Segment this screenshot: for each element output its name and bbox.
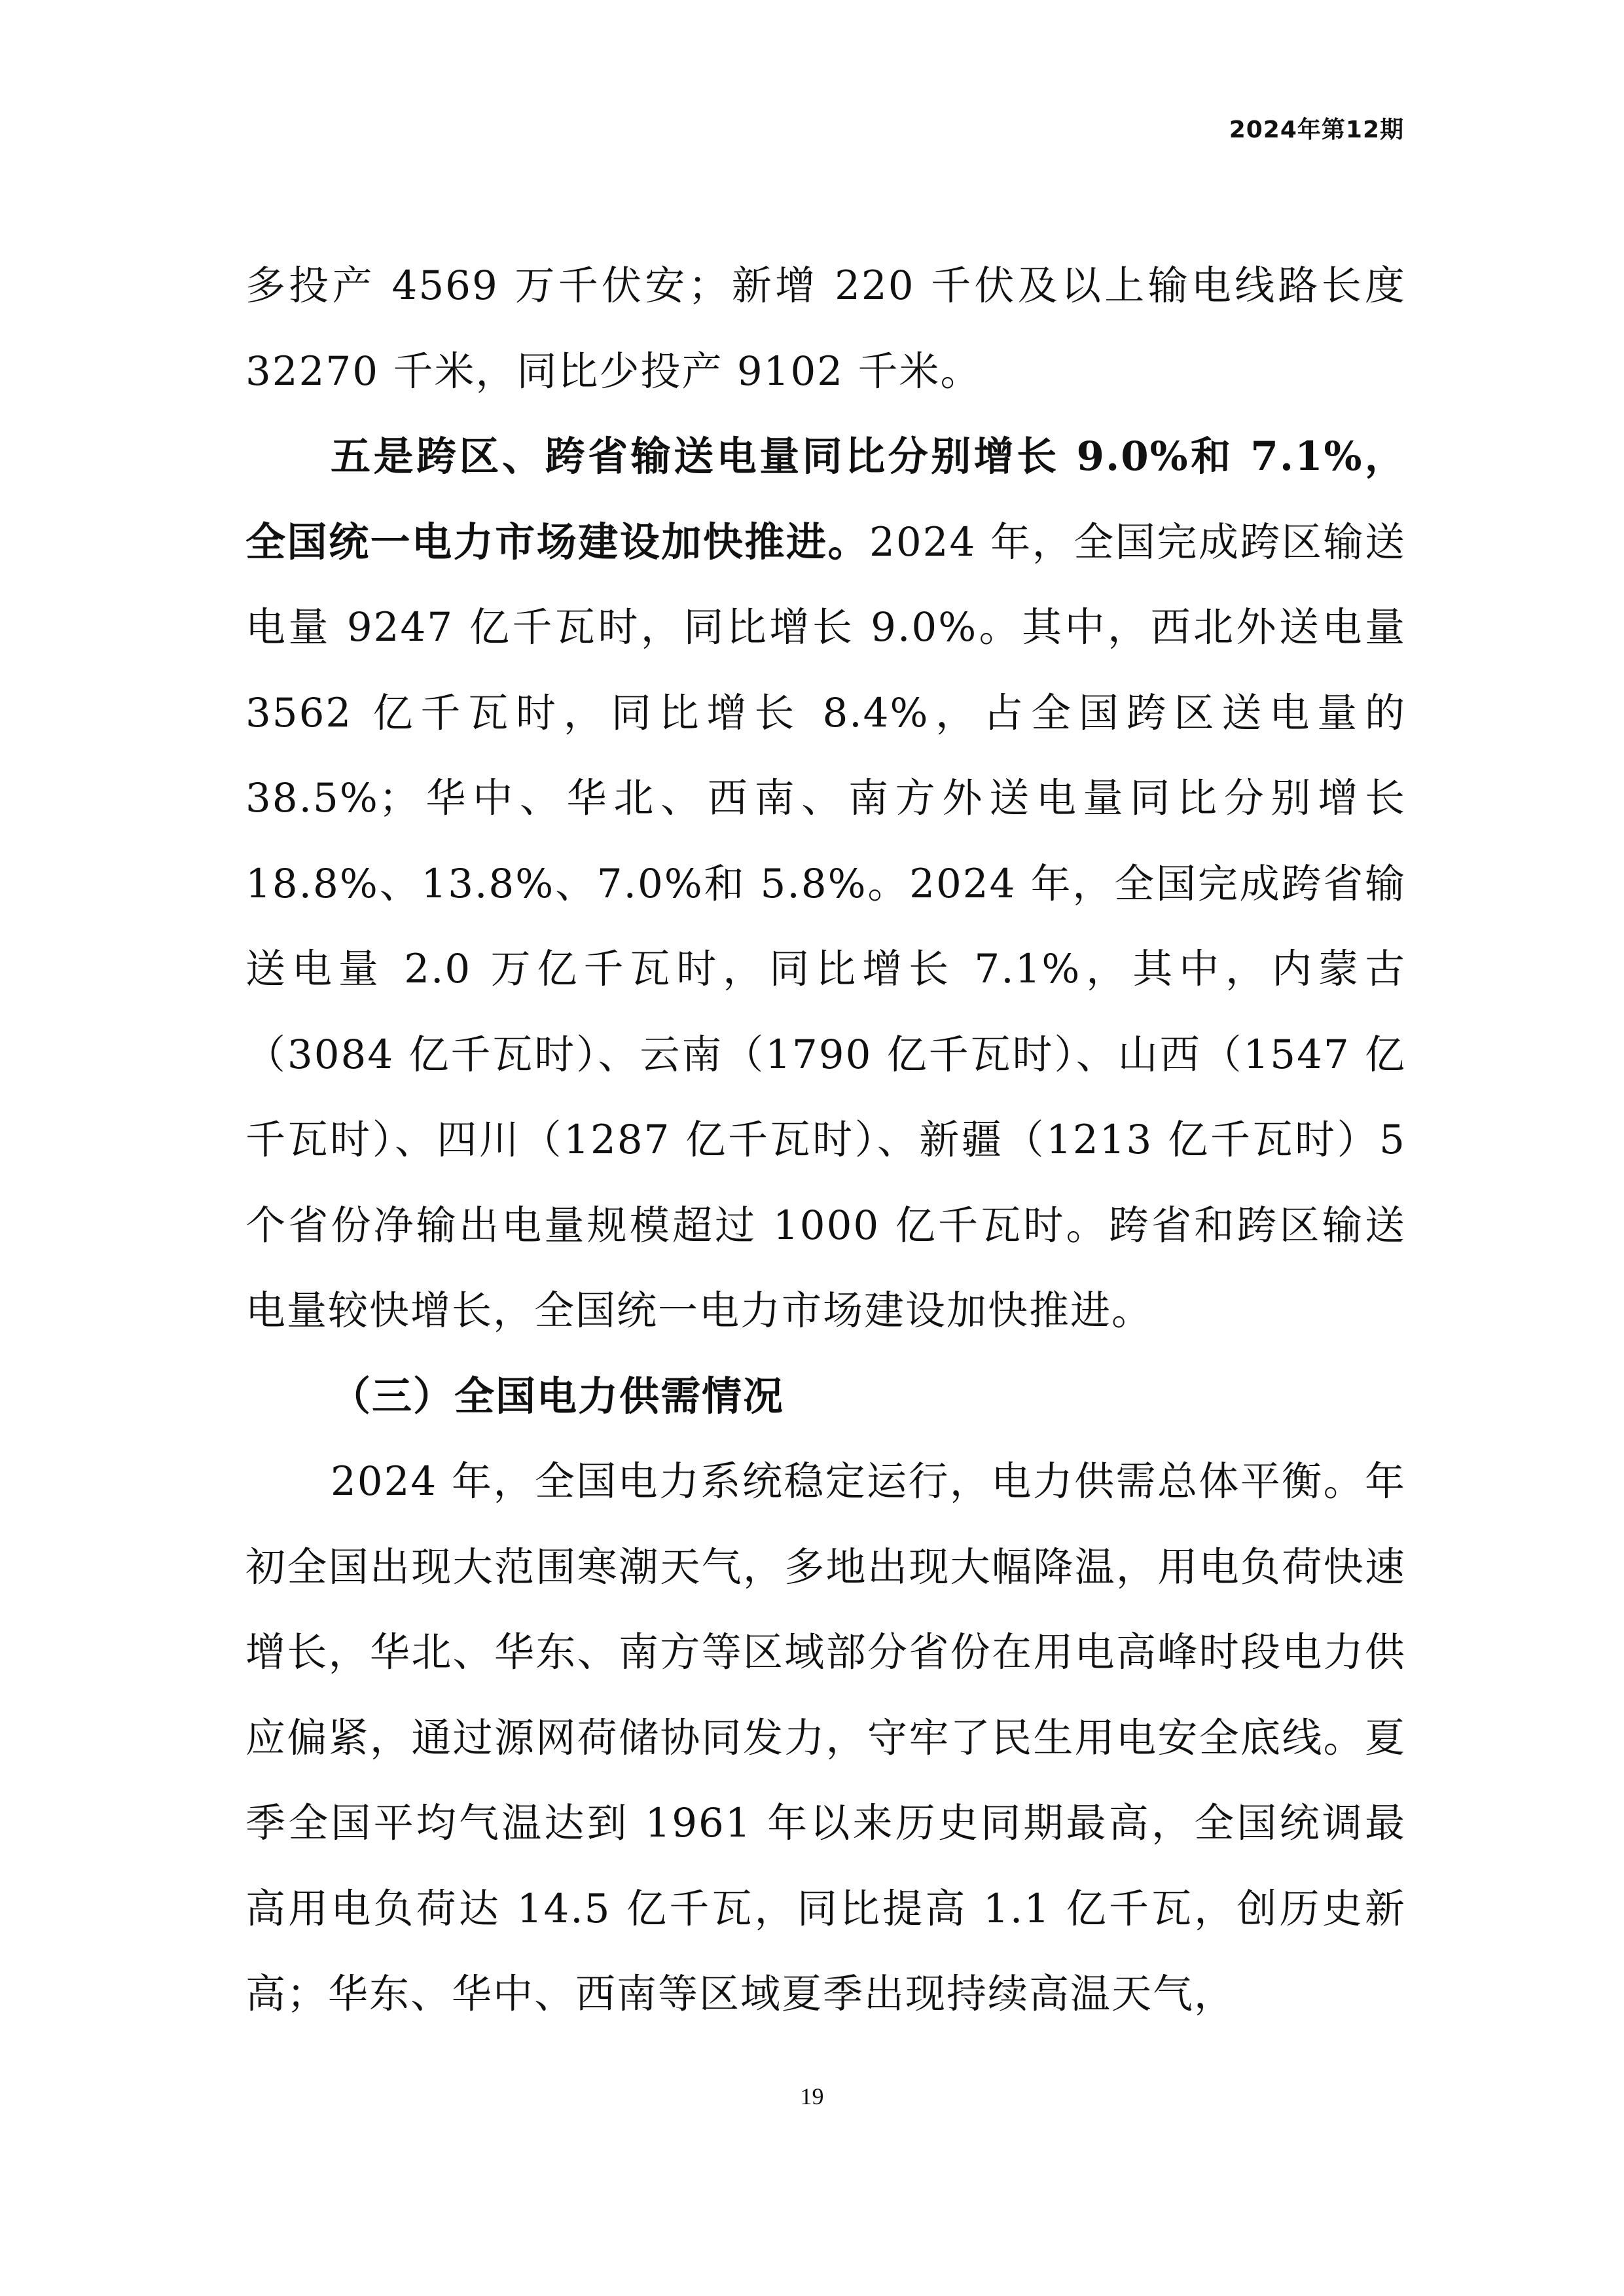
paragraph-cross-region-transmission xyxy=(245,414,1406,1354)
document-body xyxy=(245,243,1406,2037)
paragraph-lead-bold: 五是跨区、跨省输送电量同比分别增长 9.0%和 7.1%，全国统一电力市场建设加快推进。 xyxy=(245,433,1406,565)
paragraph-supply-demand: 2024 年，全国电力系统稳定运行，电力供需总体平衡。年初全国出现大范围寒潮天气，多地出现大幅降温，用电负荷快速增长，华北、华东、南方等区域部分省份在用电高峰时段电力供应偏紧，通过源网荷储协同发力，守牢了民生用电安全底线。夏季全国平均气温达到 1961 年以来历史同期最高，全国统调最高用电负荷达 14.5 亿千瓦，同比提高 1.1 亿千瓦，创历史新高；华东、华中、西南等区域夏季出现持续高温天气， xyxy=(245,1458,1406,2017)
section-heading: （三）全国电力供需情况 xyxy=(331,1372,785,1420)
issue-label: 2024年第12期 xyxy=(1229,117,1404,143)
paragraph-continuation: 多投产 4569 万千伏安；新增 220 千伏及以上输电线路长度 32270 千米，同比少投产 9102 千米。 xyxy=(245,262,1406,395)
paragraph-body: 2024 年，全国完成跨区输送电量 9247 亿千瓦时，同比增长 9.0%。其中，西北外送电量 3562 亿千瓦时，同比增长 8.4%，占全国跨区送电量的 38.5%；华中、华北、西南、南方外送电量同比分别增长 18.8%、13.8%、7.0%和 5.8%。2024 年，全国完成跨省输送电量 2.0 万亿千瓦时，同比增长 7.1%，其中，内蒙古（3084 亿千瓦时）、云南（1790 亿千瓦时）、山西（1547 亿千瓦时）、四川（1287 亿千瓦时）、新疆（1213 亿千瓦时）5 个省份净输出电量规模超过 1000 亿千瓦时。跨省和跨区输送电量较快增长，全国统一电力市场建设加快推进。 xyxy=(245,518,1406,1334)
page-number: 19 xyxy=(800,2083,824,2109)
